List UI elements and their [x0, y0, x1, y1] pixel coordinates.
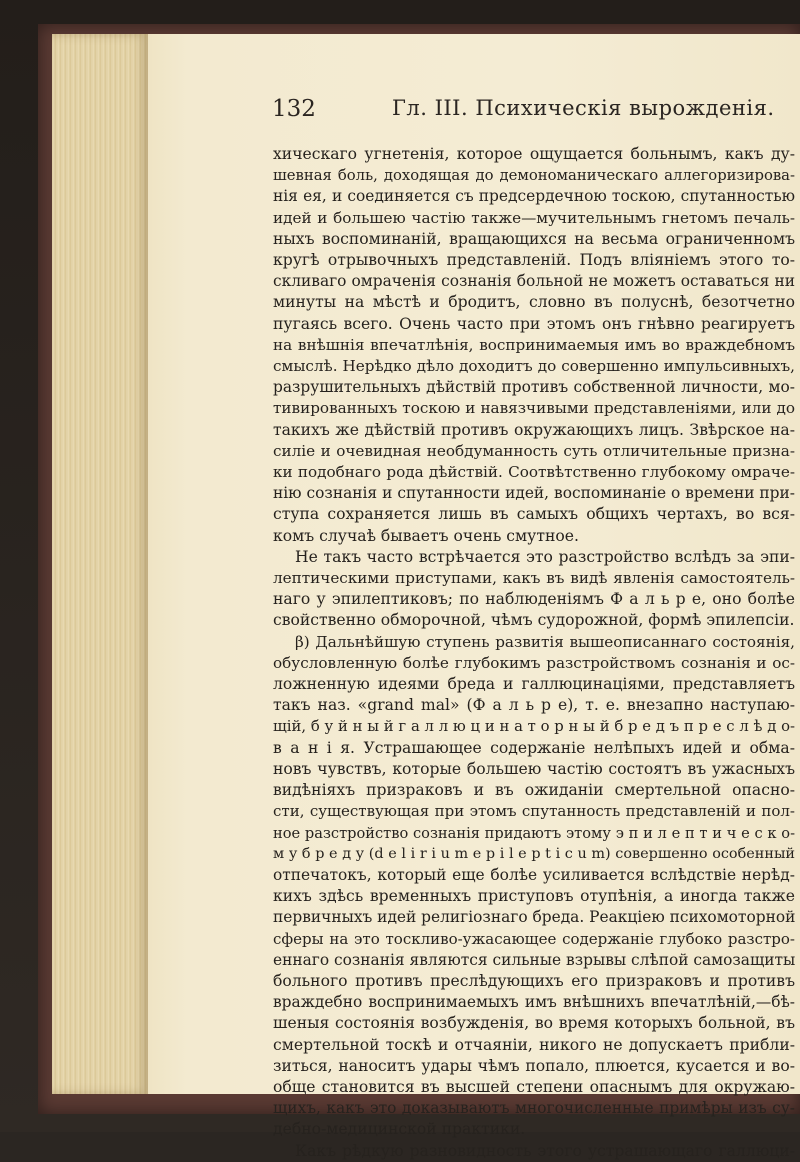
text-line: нію сознанія и спутанности идей, воспоминаніе о времени при- — [273, 484, 795, 503]
text-line: такихъ же дѣйствій противъ окружающихъ лицъ. Звѣрское на- — [273, 420, 795, 439]
running-head: Гл. III. Психическія вырожденія. — [392, 96, 775, 120]
text-line: еннаго сознанія являются сильные взрывы слѣпой самозащиты — [273, 950, 796, 969]
text-line: комъ случаѣ бываетъ очень смутное. — [273, 526, 579, 545]
text-line: м у б р е д у (d e l i r i u m e p i l e p t i c u m) совершенно особенный — [273, 845, 795, 862]
text-line: свойственно обморочной, чѣмъ судорожной, формѣ эпилепсіи. — [273, 611, 795, 630]
text-line: щій, б у й н ы й г а л л ю ц и н а т о р н ы й б р е д ъ п р е с л ѣ д о- — [273, 718, 795, 736]
text-line: первичныхъ идей религіознаго бреда. Реакціею психомоторной — [273, 908, 796, 927]
text-line: минуты на мѣстѣ и бродитъ, словно въ полуснѣ, безотчетно — [273, 293, 795, 312]
text-line: скливаго омраченія сознанія больной не можетъ оставаться ни — [273, 272, 795, 291]
text-line: новъ чувствъ, которые большею частію состоятъ въ ужасныхъ — [273, 759, 795, 778]
text-line: зиться, наноситъ удары чѣмъ попало, плюется, кусается и во- — [273, 1056, 795, 1075]
text-line: обусловленную болѣе глубокимъ разстройствомъ сознанія и ос- — [273, 653, 795, 672]
text-line: на внѣшнія впечатлѣнія, воспринимаемыя имъ во враждебномъ — [273, 335, 795, 354]
body-text — [273, 144, 795, 1162]
page-edges — [52, 34, 148, 1094]
text-line: кругѣ отрывочныхъ представленій. Подъ вліяніемъ этого то- — [273, 251, 795, 270]
text-line: такъ наз. «grand mal» (Ф а л ь р е), т. е. внезапно наступаю- — [273, 696, 795, 715]
text-line: отпечатокъ, который еще болѣе усиливается вслѣдствіе нерѣд- — [273, 865, 795, 884]
text-line: шевная боль, доходящая до демономаническаго аллегоризирова- — [273, 167, 795, 185]
text-line: смертельной тоскѣ и отчаяніи, никого не допускаетъ прибли- — [273, 1035, 795, 1054]
text-line: кихъ здѣсь временныхъ приступовъ отупѣнія, а иногда также — [273, 887, 795, 906]
text-line: ное разстройство сознанія придаютъ этому э п и л е п т и ч е с к о- — [273, 824, 795, 842]
text-line: сти, существующая при этомъ спутанность представленій и пол- — [273, 802, 795, 821]
text-line: смыслѣ. Нерѣдко дѣло доходитъ до совершенно импульсивныхъ, — [273, 357, 795, 376]
text-line: силіе и очевидная необдуманность суть отличительные призна- — [273, 441, 795, 460]
text-line: дебно-медицинской практики. — [273, 1120, 526, 1139]
text-line: ложненную идеями бреда и галлюцинаціями, представляетъ — [273, 675, 795, 694]
page-header — [272, 96, 792, 136]
text-line: тивированныхъ тоскою и навязчивыми представленіями, или до — [273, 399, 795, 418]
text-line: сферы на это тоскливо-ужасающее содержаніе глубоко разстро- — [273, 929, 795, 948]
text-line: разрушительныхъ дѣйствій противъ собственной личности, мо- — [273, 378, 795, 397]
text-line: β) Дальнѣйшую ступень развитія вышеописаннаго состоянія, — [295, 632, 795, 651]
page-number: 132 — [272, 96, 316, 122]
text-line: враждебно воспринимаемыхъ имъ внѣшнихъ впечатлѣній,—бѣ- — [273, 993, 795, 1012]
text-line: ныхъ воспоминаній, вращающихся на весьма ограниченномъ — [273, 229, 795, 248]
text-line: идей и большею частію также—мучительнымъ гнетомъ печаль- — [273, 208, 795, 227]
text-line: наго у эпилептиковъ; по наблюденіямъ Ф а л ь р е, оно болѣе — [273, 590, 795, 609]
text-line: пугаясь всего. Очень часто при этомъ онъ гнѣвно реагируетъ — [273, 314, 795, 333]
text-line: ки подобнаго рода дѣйствій. Соотвѣтственно глубокому омраче- — [273, 463, 795, 482]
text-line: в а н і я. Устрашающее содержаніе нелѣпыхъ идей и обма- — [273, 738, 795, 757]
text-line: Не такъ часто встрѣчается это разстройство вслѣдъ за эпи- — [295, 547, 795, 566]
text-line: хическаго угнетенія, которое ощущается больнымъ, какъ ду- — [273, 145, 795, 163]
text-line: нія ея, и соединяется съ предсердечною тоскою, спутанностью — [273, 187, 795, 206]
text-line: щихъ, какъ это доказываютъ многочисленные примѣры изъ су- — [273, 1099, 795, 1118]
text-line: шеныя состоянія возбужденія, во время которыхъ больной, въ — [273, 1014, 795, 1033]
text-line: обще становится въ высшей степени опаснымъ для окружаю- — [273, 1077, 795, 1096]
text-line: больного противъ преслѣдующихъ его призраковъ и противъ — [273, 971, 795, 990]
text-line: лептическими приступами, какъ въ видѣ явленія самостоятель- — [273, 569, 795, 588]
text-line: видѣніяхъ призраковъ и въ ожиданіи смертельной опасно- — [273, 781, 795, 800]
text-line: ступа сохраняется лишь въ самыхъ общихъ чертахъ, во вся- — [273, 505, 795, 524]
text-line: Какъ рѣдкую разновидность этого устрашающаго галлюци- — [295, 1141, 795, 1160]
